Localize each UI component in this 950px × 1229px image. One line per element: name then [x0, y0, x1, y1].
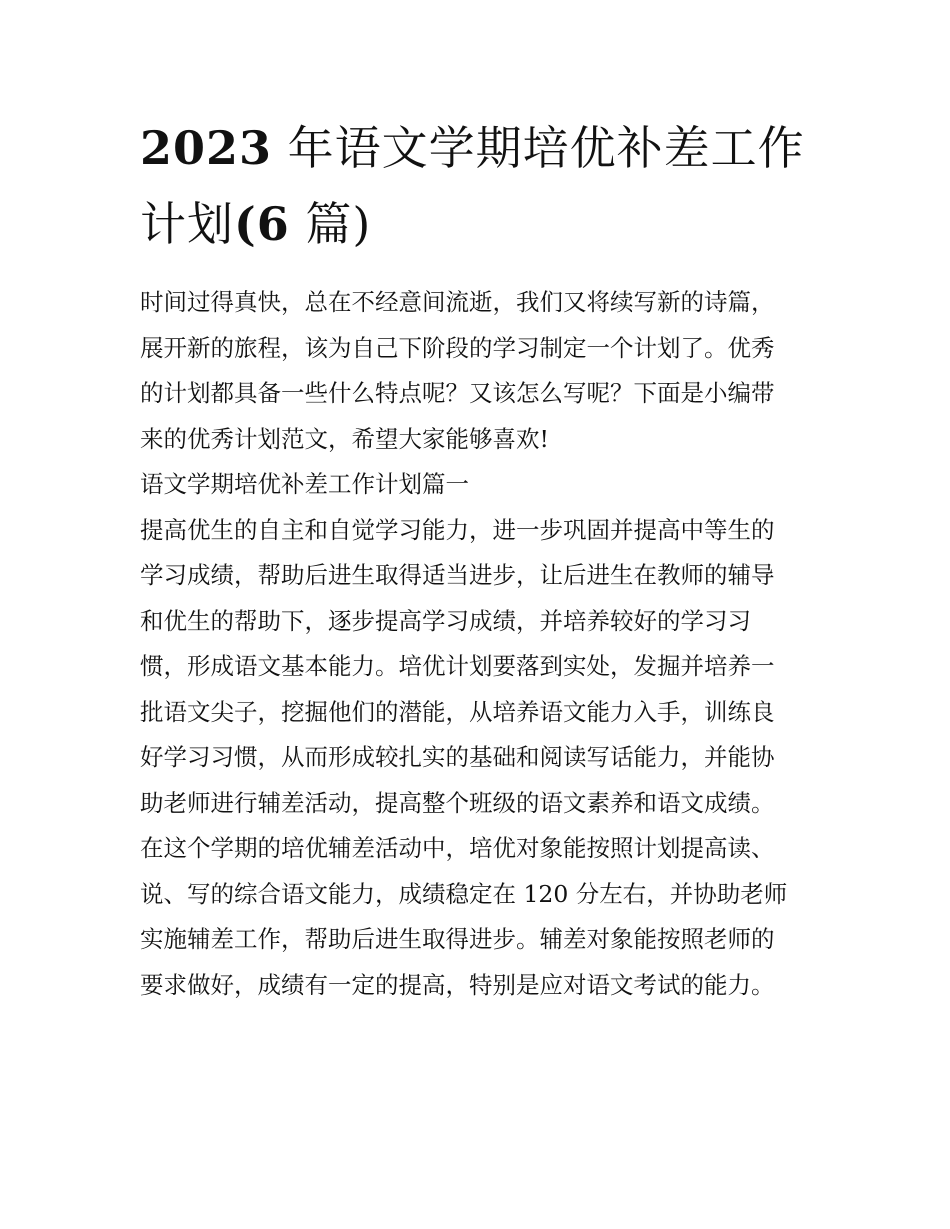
section-line: 要求做好，成绩有一定的提高，特别是应对语文考试的能力。 [140, 970, 775, 999]
document-title [140, 110, 812, 262]
section-line: 好学习习惯，从而形成较扎实的基础和阅读写话能力，并能协 [140, 743, 775, 771]
title-count: (6 [234, 197, 290, 251]
section-line: 和优生的帮助下，逐步提高学习成绩，并培养较好的学习习 [140, 606, 751, 635]
intro-line: 的计划都具备一些什么特点呢？又该怎么写呢？下面是小编带 [140, 379, 775, 407]
section-line: 批语文尖子，挖掘他们的潜能，从培养语文能力入手，训练良 [140, 697, 775, 726]
intro-line: 时间过得真快，总在不经意间流逝，我们又将续写新的诗篇， [140, 288, 775, 316]
title-line-1 [140, 110, 812, 186]
section-line: 惯，形成语文基本能力。培优计划要落到实处，发掘并培养一 [140, 652, 775, 680]
section-line: 助老师进行辅差活动，提高整个班级的语文素养和语文成绩。 [140, 788, 775, 817]
section-line: 说、写的综合语文能力，成绩稳定在 120 分左右，并协助老师 [140, 879, 788, 908]
title-year: 2023 [140, 121, 273, 175]
section-line: 学习成绩，帮助后进生取得适当进步，让后进生在教师的辅导 [140, 561, 775, 589]
section-line: 提高优生的自主和自觉学习能力，进一步巩固并提高中等生的 [140, 515, 775, 544]
document-page [140, 110, 812, 1008]
intro-line: 来的优秀计划范文，希望大家能够喜欢! [140, 424, 549, 453]
title-line-2 [140, 186, 812, 262]
section-line: 在这个学期的培优辅差活动中，培优对象能按照计划提高读、 [140, 834, 775, 862]
document-body [140, 280, 812, 1008]
title-text-2: 计划 [140, 197, 234, 251]
section-line: 实施辅差工作，帮助后进生取得进步。辅差对象能按照老师的 [140, 925, 775, 953]
section-heading: 语文学期培优补差工作计划篇一 [140, 470, 469, 498]
title-text-1: 年语文学期培优补差工作 [287, 121, 805, 175]
intro-line: 展开新的旅程，该为自己下阶段的学习制定一个计划了。优秀 [140, 333, 775, 362]
title-text-3: 篇) [305, 197, 372, 251]
